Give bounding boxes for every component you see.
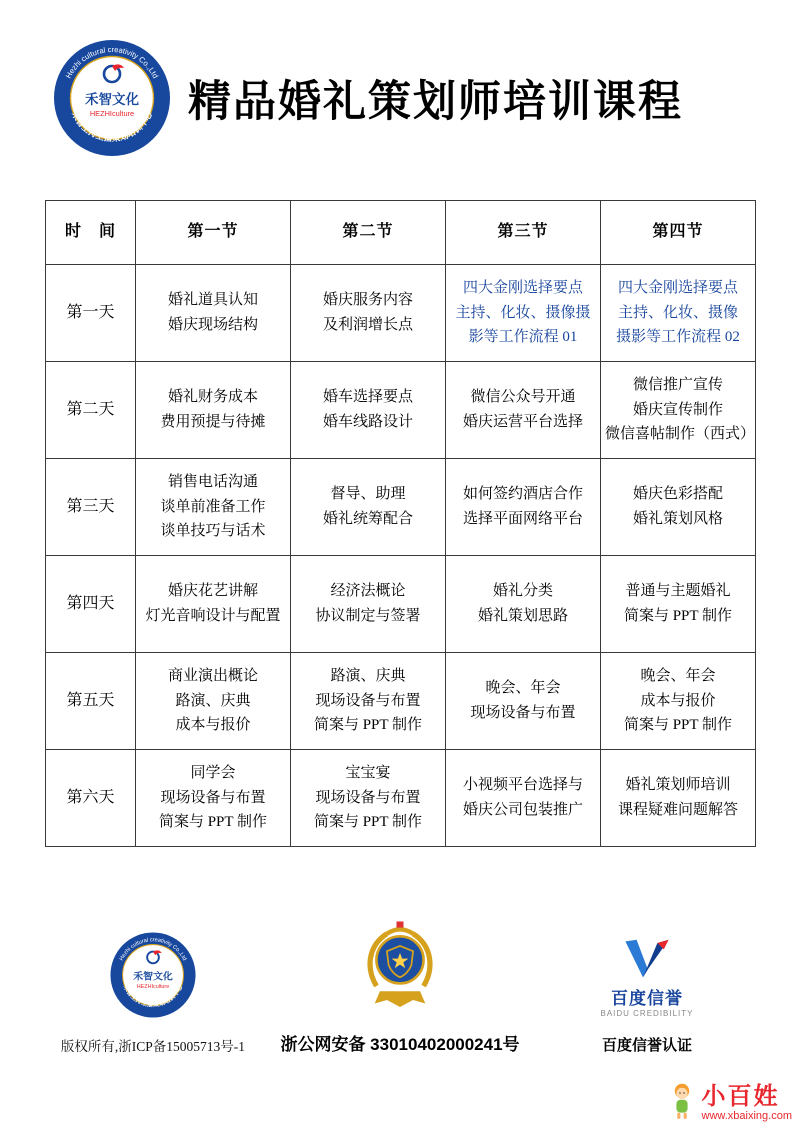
- col-header-session3: 第三节: [446, 201, 601, 265]
- page-title: 精品婚礼策划师培训课程: [188, 78, 683, 126]
- row-day: 第六天: [46, 750, 136, 847]
- row-day: 第二天: [46, 362, 136, 459]
- cell: 婚礼道具认知 婚庆现场结构: [136, 265, 291, 362]
- cell: 晚会、年会 现场设备与布置: [446, 653, 601, 750]
- table-row: [46, 362, 756, 459]
- cell: 四大金刚选择要点 主持、化妆、摄像摄 影等工作流程 01: [446, 265, 601, 362]
- watermark-name: 小百姓: [701, 1083, 780, 1110]
- footer-police-block: [277, 918, 523, 1055]
- cell: 普通与主题婚礼 简案与 PPT 制作: [601, 556, 756, 653]
- hezhi-logo-small: [109, 931, 197, 1019]
- hezhi-logo: [52, 38, 172, 158]
- police-badge-icon: [359, 918, 441, 1014]
- table-row: [46, 265, 756, 362]
- cell: 宝宝宴 现场设备与布置 简案与 PPT 制作: [291, 750, 446, 847]
- baidu-logo-cn: 百度信誉: [610, 989, 683, 1008]
- cell: 四大金刚选择要点 主持、化妆、摄像 摄影等工作流程 02: [601, 265, 756, 362]
- cell: 晚会、年会 成本与报价 简案与 PPT 制作: [601, 653, 756, 750]
- cell: 婚车选择要点 婚车线路设计: [291, 362, 446, 459]
- cell: 路演、庆典 现场设备与布置 简案与 PPT 制作: [291, 653, 446, 750]
- cell: 微信公众号开通 婚庆运营平台选择: [446, 362, 601, 459]
- row-day: 第一天: [46, 265, 136, 362]
- row-day: 第四天: [46, 556, 136, 653]
- copyright-text: 版权所有,浙ICP备15005713号-1: [60, 1039, 246, 1054]
- cell: 婚庆花艺讲解 灯光音响设计与配置: [136, 556, 291, 653]
- col-header-session1: 第一节: [136, 201, 291, 265]
- table-row: [46, 653, 756, 750]
- baidu-v-icon: [623, 938, 671, 980]
- col-header-session2: 第二节: [291, 201, 446, 265]
- cell: 婚礼财务成本 费用预提与待摊: [136, 362, 291, 459]
- cell: 销售电话沟通 谈单前准备工作 谈单技巧与话术: [136, 459, 291, 556]
- header: [52, 38, 780, 158]
- baidu-credibility-logo: [600, 938, 693, 1018]
- watermark-url: www.xbaixing.com: [701, 1110, 792, 1123]
- baidu-cert-text: 百度信誉认证: [601, 1038, 692, 1054]
- cell: 督导、助理 婚礼统筹配合: [291, 459, 446, 556]
- course-schedule-table: [45, 200, 756, 847]
- footer-baidu-block: [524, 938, 770, 1055]
- cell: 婚礼分类 婚礼策划思路: [446, 556, 601, 653]
- cell: 婚庆服务内容 及利润增长点: [291, 265, 446, 362]
- cell: 婚礼策划师培训 课程疑难问题解答: [601, 750, 756, 847]
- watermark-text: [702, 1084, 792, 1122]
- table-row: [46, 750, 756, 847]
- cell: 商业演出概论 路演、庆典 成本与报价: [136, 653, 291, 750]
- cell: 同学会 现场设备与布置 简案与 PPT 制作: [136, 750, 291, 847]
- cell: 小视频平台选择与 婚庆公司包装推广: [446, 750, 601, 847]
- baidu-logo-en: BAIDU CREDIBILITY: [600, 1009, 694, 1018]
- table-row: [46, 556, 756, 653]
- cell: 经济法概论 协议制定与签署: [291, 556, 446, 653]
- footer: [30, 918, 770, 1055]
- cell: 微信推广宣传 婚庆宣传制作 微信喜帖制作（西式）: [601, 362, 756, 459]
- kid-mascot-icon: [666, 1082, 698, 1124]
- table-row: [46, 459, 756, 556]
- site-watermark: [666, 1082, 792, 1124]
- row-day: 第五天: [46, 653, 136, 750]
- footer-copyright-block: [30, 931, 276, 1055]
- cell: 婚庆色彩搭配 婚礼策划风格: [601, 459, 756, 556]
- cell: 如何签约酒店合作 选择平面网络平台: [446, 459, 601, 556]
- police-record-text: 浙公网安备 33010402000241号: [280, 1035, 520, 1054]
- col-header-session4: 第四节: [601, 201, 756, 265]
- col-header-time: 时 间: [46, 201, 136, 265]
- header-row: [46, 201, 756, 265]
- row-day: 第三天: [46, 459, 136, 556]
